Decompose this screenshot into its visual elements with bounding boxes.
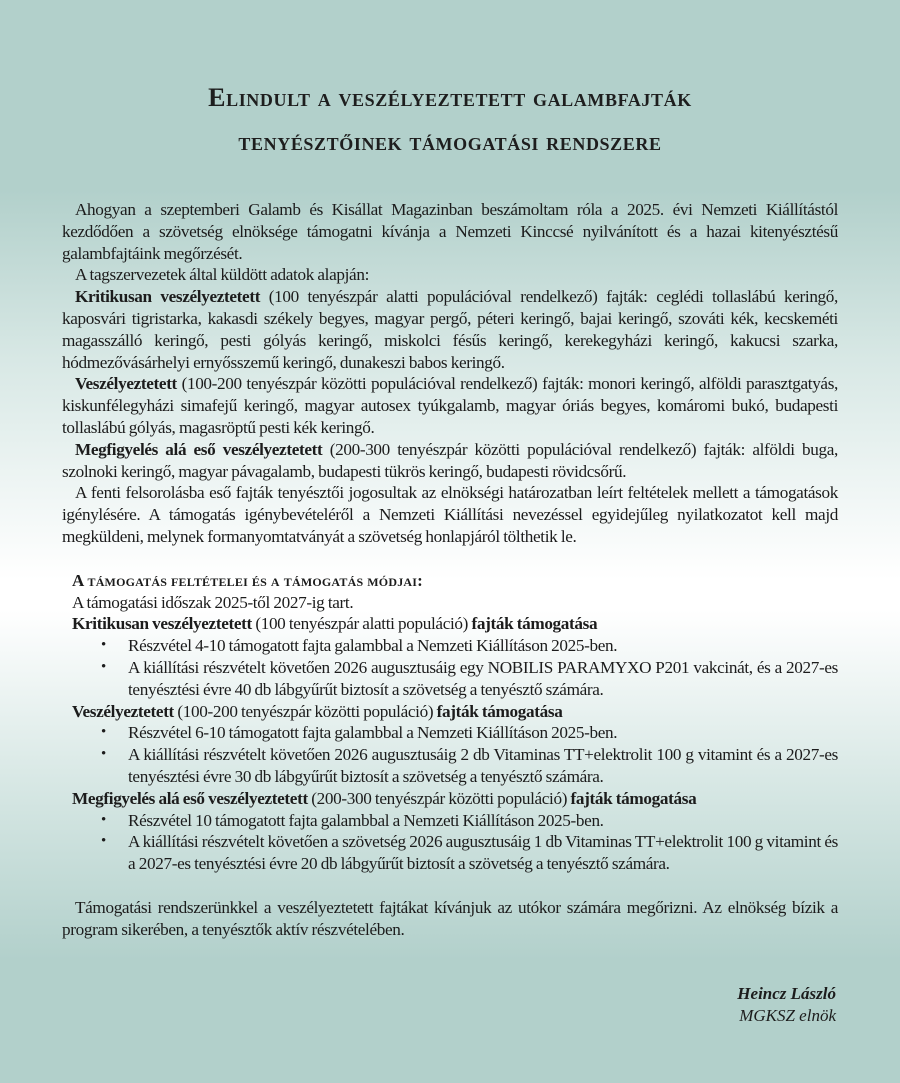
group-watch-bullets (62, 810, 838, 875)
category-watch-text: (200-300 tenyészpár közötti populációval rendelkező) fajták: alföldi buga, szolnoki keringő, magyar pávagalamb, budapesti tükrös keringő, budapesti rövidcsőrű. (62, 439, 838, 481)
signature-role: MGKSZ elnök (739, 1006, 836, 1025)
list-item-text: A kiállítási részvételt követően 2026 augusztusáig egy NOBILIS PARAMYXO P201 vakcinát, és a 2027-es tenyésztési évre 40 db lábgyűrűt biztosít a szövetség a tenyésztő számára. (128, 657, 838, 699)
list-item-text: Részvétel 10 támogatott fajta galambbal a Nemzeti Kiállításon 2025-ben. (128, 810, 604, 830)
group-critical-label: Kritikusan veszélyeztetett (72, 614, 252, 634)
eligibility-paragraph: A fenti felsorolásba eső fajták tenyésztői jogosultak az elnökségi határozatban leírt feltételek mellett a támogatások igénylésére. A támogatás igénybevételéről a Nemzeti Kiállítási nevezéssel egyidejűleg nyilatkozatot kell majd megküldeni, melynek formanyomtatványát a szövetség honlapjáról tölthetik le. (62, 483, 838, 546)
list-item (101, 810, 838, 832)
group-endangered-bullets (62, 722, 838, 787)
group-watch-range: (200-300 tenyészpár közötti populáció) (307, 788, 571, 808)
group-watch-label: Megfigyelés alá eső veszélyeztetett (72, 788, 308, 808)
category-endangered-text: (100-200 tenyészpár közötti populációval rendelkező) fajták: monori keringő, alföldi parasztgatyás, kiskunfélegyházi simafejű keringő, magyar autosex tyúkgalamb, magyar óriás begyes, komáromi bukó, budapesti tollaslábú gólyás, magasröptű pesti kék keringő. (62, 374, 838, 437)
category-watch-label: Megfigyelés alá eső veszélyeztetett (75, 439, 323, 459)
support-period: A támogatási időszak 2025-től 2027-ig tart. (72, 592, 354, 612)
list-item (101, 635, 838, 657)
bullet-icon: • (101, 811, 106, 828)
bullet-icon: • (101, 746, 106, 763)
group-endangered-heading (62, 701, 838, 723)
list-item-text: Részvétel 4-10 támogatott fajta galambbal a Nemzeti Kiállításon 2025-ben. (128, 636, 618, 656)
title-line-1: Elindult a veszélyeztetett galambfajták (208, 83, 692, 112)
category-critical-label: Kritikusan veszélyeztetett (75, 287, 261, 307)
signature (737, 983, 836, 1027)
title-line-2: tenyésztőinek támogatási rendszere (238, 127, 662, 156)
list-item-text: A kiállítási részvételt követően a szövetség 2026 augusztusáig 1 db Vitaminas TT+elektrolit 100 g vitamint és a 2027-es tenyésztési évre 20 db lábgyűrűt biztosít a szövetség a tenyésztő számára. (128, 832, 838, 874)
group-critical-bullets (62, 635, 838, 700)
data-source-line: A tagszervezetek által küldött adatok alapján: (75, 265, 369, 285)
spacer (62, 875, 838, 897)
list-item (101, 722, 838, 744)
category-critical (62, 286, 838, 373)
group-critical-heading (62, 613, 838, 635)
category-critical-text: (100 tenyészpár alatti populációval rendelkező) fajták: ceglédi tollaslábú keringő, kaposvári tigristarka, kakasdi székely begyes, magyar pergő, péteri keringő, bajai keringő, szováti kék, kecskeméti magasszálló keringő, pesti gólyás keringő, miskolci fésűs keringő, kerekegyházi keringő, kakucsi szarka, hódmezővásárhelyi ernyősszemű keringő, dunakeszi babos keringő. (62, 287, 838, 372)
group-endangered-suffix: fajták támogatása (436, 701, 563, 721)
category-endangered-label: Veszélyeztetett (75, 374, 177, 394)
bullet-icon: • (101, 658, 106, 675)
spacer (62, 548, 838, 570)
category-watch (62, 439, 838, 483)
list-item (101, 831, 838, 875)
group-endangered-label: Veszélyeztetett (72, 701, 174, 721)
group-critical-range: (100 tenyészpár alatti populáció) (251, 614, 472, 634)
list-item-text: Részvétel 6-10 támogatott fajta galambbal a Nemzeti Kiállításon 2025-ben. (128, 723, 618, 743)
list-item-text: A kiállítási részvételt követően 2026 augusztusáig 2 db Vitaminas TT+elektrolit 100 g vitamint és a 2027-es tenyésztési évre 30 db lábgyűrűt biztosít a szövetség a tenyésztő számára. (128, 745, 838, 786)
bullet-icon: • (101, 833, 106, 850)
group-watch-suffix: fajták támogatása (570, 788, 697, 808)
signature-name: Heincz László (737, 984, 836, 1003)
closing-paragraph: Támogatási rendszerünkkel a veszélyeztetett fajtákat kívánjuk az utókor számára megőrizni. Az elnökség bízik a program sikerében, a tenyésztők aktív részvételében. (62, 897, 838, 939)
article-body (62, 199, 838, 941)
conditions-heading: A támogatás feltételei és a támogatás módjai: (72, 570, 424, 590)
group-critical-suffix: fajták támogatása (471, 614, 598, 634)
list-item (101, 744, 838, 788)
group-watch-heading (62, 788, 838, 810)
group-endangered-range: (100-200 tenyészpár közötti populáció) (173, 701, 437, 721)
bullet-icon: • (101, 724, 106, 741)
category-endangered (62, 373, 838, 438)
list-item (101, 657, 838, 701)
intro-paragraph: Ahogyan a szeptemberi Galamb és Kisállat Magazinban beszámoltam róla a 2025. évi Nemzeti Kiállítástól kezdődően a szövetség elnöksége támogatni kívánja a Nemzeti Kinccsé nyilvánított és a hazai kitenyésztésű galambfajtáink megőrzését. (62, 200, 838, 263)
bullet-icon: • (101, 637, 106, 654)
